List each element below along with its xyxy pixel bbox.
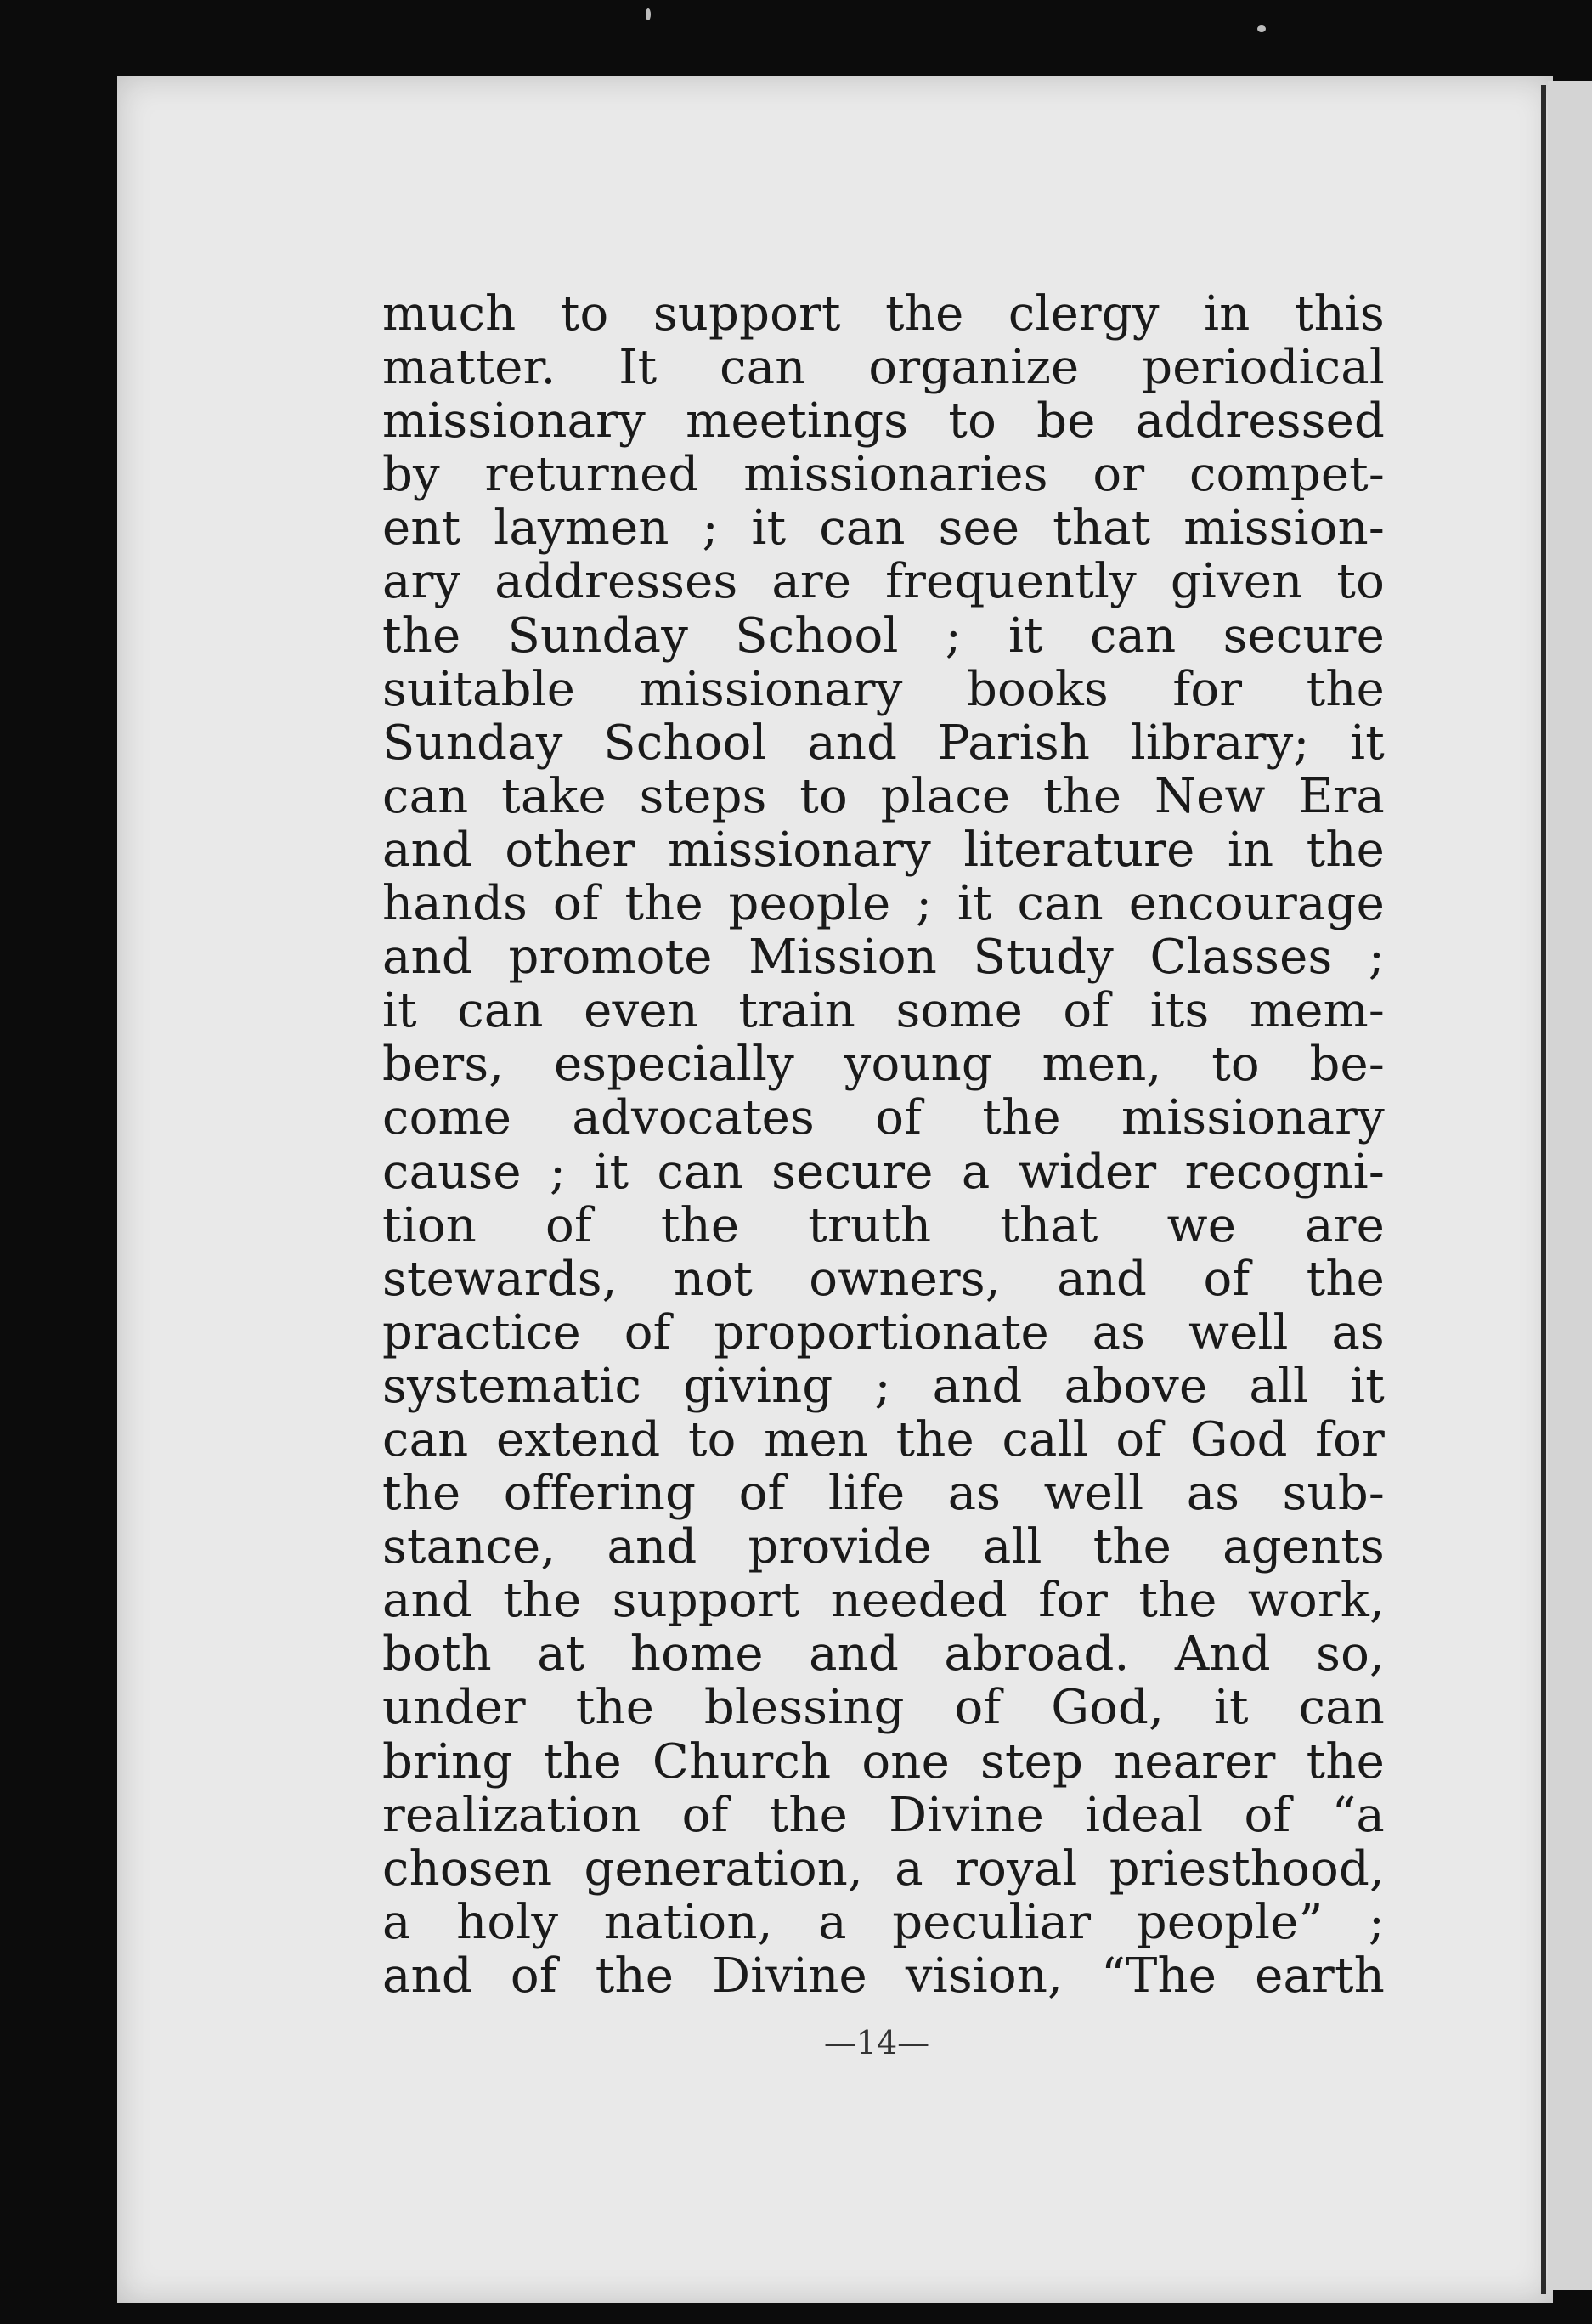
- text-line: stance, and provide all the agents: [382, 1519, 1385, 1575]
- text-line: systematic giving ; and above all it: [382, 1358, 1385, 1414]
- text-line: and other missionary literature in the: [382, 822, 1385, 878]
- text-line: much to support the clergy in this: [382, 286, 1385, 342]
- page-number: —14—: [823, 2024, 930, 2061]
- text-line: by returned missionaries or compet-: [382, 447, 1385, 503]
- text-line: the Sunday School ; it can secure: [382, 608, 1385, 664]
- text-line: and promote Mission Study Classes ;: [382, 930, 1385, 986]
- text-line: and the support needed for the work,: [382, 1573, 1385, 1629]
- text-line: cause ; it can secure a wider recogni-: [382, 1144, 1385, 1200]
- text-line: come advocates of the missionary: [382, 1090, 1385, 1146]
- text-line: a holy nation, a peculiar people” ;: [382, 1894, 1385, 1950]
- text-line: practice of proportionate as well as: [382, 1304, 1385, 1360]
- text-line: it can even train some of its mem-: [382, 983, 1385, 1039]
- text-line: the offering of life as well as sub-: [382, 1466, 1385, 1522]
- text-line: and of the Divine vision, “The earth: [382, 1948, 1385, 2004]
- text-line: ary addresses are frequently given to: [382, 554, 1385, 610]
- text-line: both at home and abroad. And so,: [382, 1626, 1385, 1682]
- text-line: Sunday School and Parish library; it: [382, 715, 1385, 771]
- dust-speck: [1257, 25, 1266, 32]
- text-line: suitable missionary books for the: [382, 661, 1385, 717]
- text-line: bring the Church one step nearer the: [382, 1733, 1385, 1790]
- text-line: missionary meetings to be addressed: [382, 393, 1385, 450]
- dust-speck: [646, 8, 651, 20]
- text-line: hands of the people ; it can encourage: [382, 876, 1385, 932]
- text-line: realization of the Divine ideal of “a: [382, 1787, 1385, 1843]
- text-line: stewards, not owners, and of the: [382, 1251, 1385, 1307]
- text-line: tion of the truth that we are: [382, 1197, 1385, 1253]
- body-text: [382, 287, 1385, 2003]
- text-line: can extend to men the call of God for: [382, 1411, 1385, 1467]
- adjacent-page-edge: [1548, 81, 1592, 2290]
- text-line: ent laymen ; it can see that mission-: [382, 500, 1385, 557]
- text-line: can take steps to place the New Era: [382, 768, 1385, 824]
- page-edge-shadow: [1541, 85, 1546, 2294]
- text-line: bers, especially young men, to be-: [382, 1037, 1385, 1093]
- text-line: matter. It can organize periodical: [382, 340, 1385, 396]
- text-line: chosen generation, a royal priesthood,: [382, 1841, 1385, 1897]
- text-line: under the blessing of God, it can: [382, 1680, 1385, 1736]
